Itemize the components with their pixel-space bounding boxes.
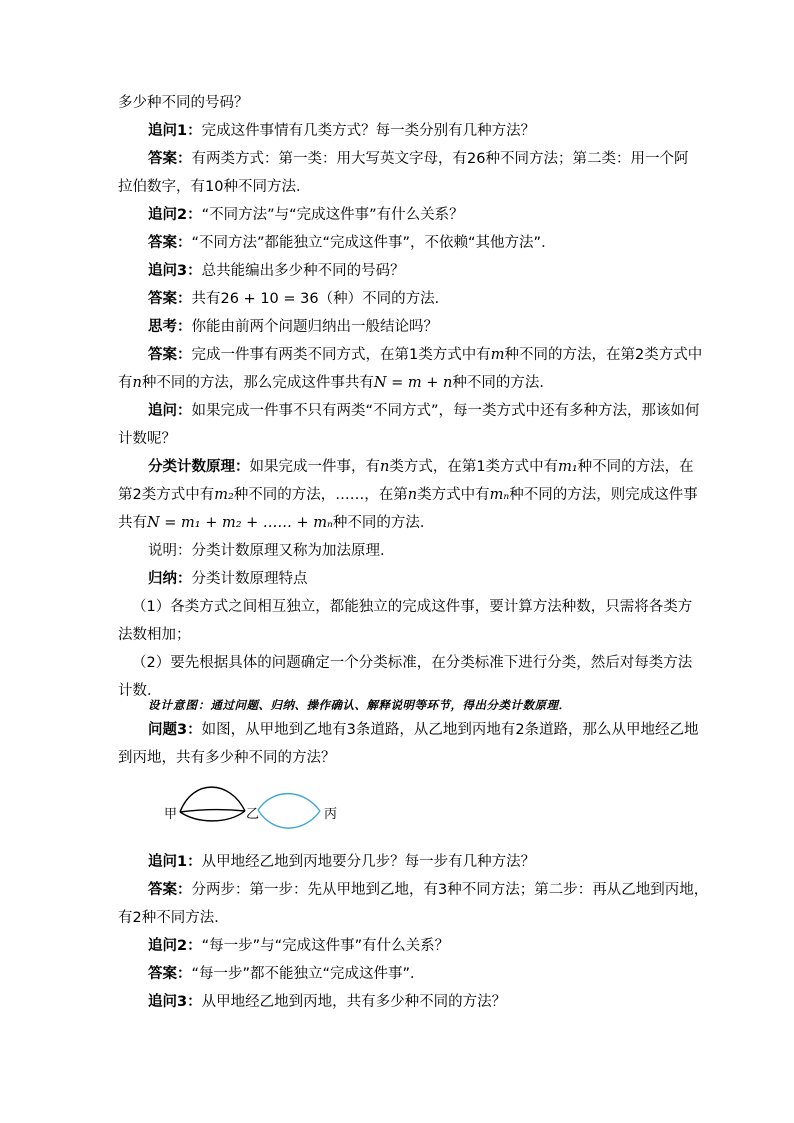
addition-principle: 分类计数原理：如果完成一件事，有n类方式，在第1类方式中有m₁种不同的方法，在 <box>148 459 694 475</box>
label-bing: 丙 <box>324 807 338 822</box>
math-equation: N = m + n <box>373 375 453 391</box>
math-m2: m₂ <box>214 487 234 503</box>
label: 追问： <box>148 403 192 419</box>
text-line: 到丙地，共有多少种不同的方法？ <box>118 750 336 766</box>
math-equation: N = m₁ + m₂ + …… + mₙ <box>147 515 333 531</box>
summary-item-2: （2）要先根据具体的问题确定一个分类标准，在分类标准下进行分类，然后对每类方法 <box>132 655 693 671</box>
road-yi-bing <box>258 794 320 829</box>
label: 追问1： <box>148 123 202 139</box>
text-line: 法数相加； <box>118 627 191 643</box>
problem-3: 问题3：如图，从甲地到乙地有3条道路，从乙地到丙地有2条道路，那么从甲地经乙地 <box>148 722 699 738</box>
note: 说明：分类计数原理又称为加法原理． <box>148 543 395 559</box>
math-mn: mₙ <box>489 487 510 503</box>
followup-1: 追问1：从甲地经乙地到丙地要分几步？每一步有几种方法？ <box>148 854 536 870</box>
followup-3: 追问3：总共能编出多少种不同的号码？ <box>148 263 405 279</box>
text-line: 拉伯数字，有10种不同方法． <box>118 179 311 195</box>
math-m1: m₁ <box>558 459 578 475</box>
answer-1: 答案：有两类方式：第一类：用大写英文字母，有26种不同方法；第二类：用一个阿 <box>148 151 689 167</box>
design-intent: 设计意图：通过问题、归纳、操作确认、解释说明等环节，得出分类计数原理． <box>148 698 571 712</box>
road-3 <box>180 811 245 821</box>
followup-3: 追问3：从甲地经乙地到丙地，共有多少种不同的方法？ <box>148 994 507 1010</box>
label: 追问3： <box>148 994 202 1010</box>
text-line: 共有N = m₁ + m₂ + …… + mₙ种不同的方法． <box>118 515 435 531</box>
text-line: 有2种不同方法． <box>118 910 229 926</box>
answer-2: 答案：“不同方法”都能独立“完成这件事”，不依赖“其他方法”． <box>148 235 556 251</box>
label: 问题3： <box>148 722 202 738</box>
road-jia-yi <box>180 787 245 821</box>
label: 思考： <box>148 319 192 335</box>
answer-1: 答案：分两步：第一步：先从甲地到乙地，有3种不同方法；第二步：再从乙地到丙地， <box>148 882 709 898</box>
label: 答案： <box>148 235 192 251</box>
label: 追问1： <box>148 854 202 870</box>
label: 追问2： <box>148 938 202 954</box>
label-jia: 甲 <box>164 807 178 822</box>
answer-3: 答案：共有26 + 10 = 36（种）不同的方法． <box>148 291 450 307</box>
label: 答案： <box>148 291 192 307</box>
answer-think: 答案：完成一件事有两类不同方式，在第1类方式中有m种不同的方法，在第2类方式中 <box>148 347 703 363</box>
label: 设计意图： <box>148 698 211 712</box>
road-5 <box>258 810 320 828</box>
math-m: m <box>490 347 505 363</box>
label: 答案： <box>148 151 192 167</box>
road-4 <box>258 794 320 811</box>
answer-2: 答案：“每一步”都不能独立“完成这件事”． <box>148 966 425 982</box>
label-yi: 乙 <box>246 807 260 822</box>
label: 分类计数原理： <box>148 459 250 475</box>
math-n: n <box>132 375 142 391</box>
label: 答案： <box>148 347 192 363</box>
text-line: 有n种不同的方法，那么完成这件事共有N = m + n种不同的方法． <box>118 375 554 391</box>
road-2 <box>180 810 245 812</box>
text-line: 第2类方式中有m₂种不同的方法，……，在第n类方式中有mₙ种不同的方法，则完成这件事 <box>118 487 698 503</box>
text-line: 计数呢？ <box>118 431 176 447</box>
followup-2: 追问2：“每一步”与“完成这件事”有什么关系？ <box>148 938 450 954</box>
label: 追问3： <box>148 263 202 279</box>
math-n: n <box>407 487 418 503</box>
summary: 归纳：分类计数原理特点 <box>148 571 308 587</box>
label: 答案： <box>148 966 192 982</box>
label: 归纳： <box>148 571 192 587</box>
text-line: 计数． <box>118 683 162 699</box>
followup: 追问：如果完成一件事不只有两类“不同方式”，每一类方式中还有多种方法，那该如何 <box>148 403 700 419</box>
followup-1: 追问1：完成这件事情有几类方式？每一类分别有几种方法？ <box>148 123 536 139</box>
followup-2: 追问2：“不同方法”与“完成这件事”有什么关系？ <box>148 207 464 223</box>
road-1 <box>180 787 245 812</box>
text-line: 多少种不同的号码？ <box>118 95 249 111</box>
math-n: n <box>380 459 390 475</box>
think-question: 思考：你能由前两个问题归纳出一般结论吗？ <box>148 319 438 335</box>
route-diagram <box>158 778 348 848</box>
label: 答案： <box>148 882 192 898</box>
label: 追问2： <box>148 207 202 223</box>
summary-item-1: （1）各类方式之间相互独立，都能独立的完成这件事，要计算方法种数，只需将各类方 <box>132 599 693 615</box>
